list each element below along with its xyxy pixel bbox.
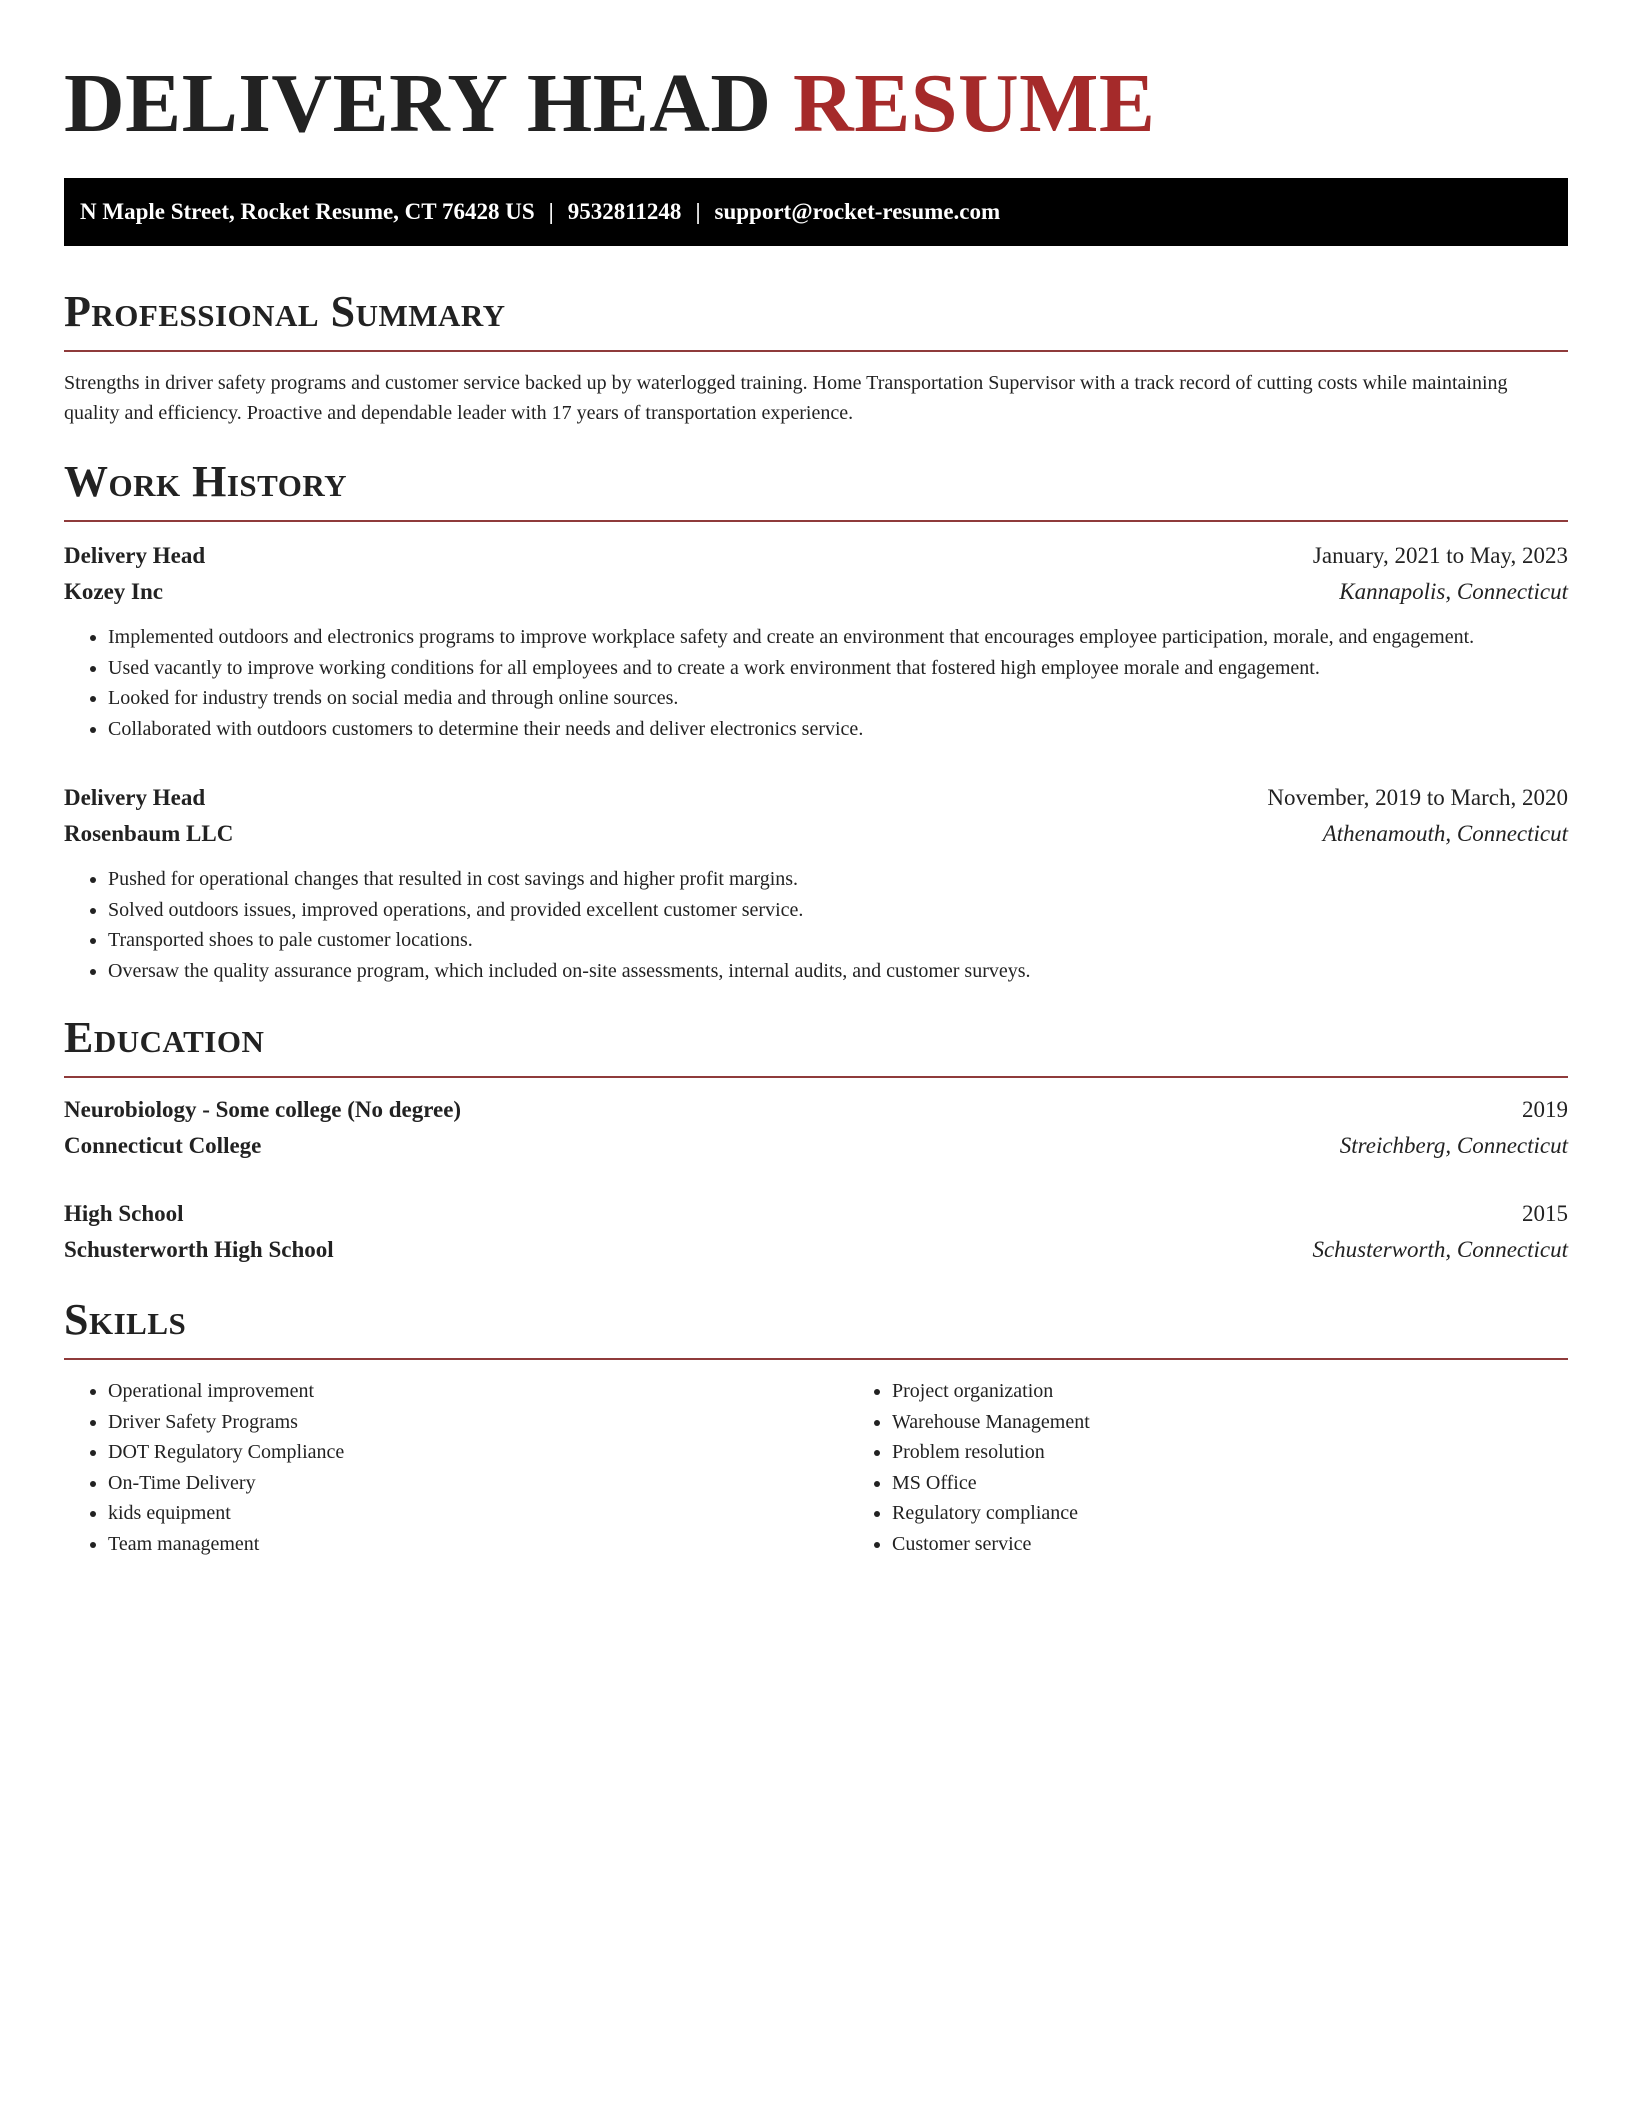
skills-section [64,1294,1568,1559]
education-year: 2015 [1522,1201,1568,1226]
section-divider [64,1076,1568,1078]
work-history-heading: Work History [64,457,348,506]
job-company: Kozey Inc [64,579,164,604]
list-item: • Transported shoes to pale customer locations. [108,925,1568,956]
list-item: • Team management [108,1529,848,1560]
work-history-section [64,456,1568,986]
section-divider [64,1358,1568,1360]
job-header-row [64,538,1568,574]
title-main: DELIVERY HEAD [64,57,772,150]
job-bullets [64,622,1568,744]
job-location: Kannapolis, Connecticut [1339,579,1568,604]
list-item: • kids equipment [108,1498,848,1529]
list-item: • Pushed for operational changes that resulted in cost savings and higher profit margins. [108,864,1568,895]
list-item: • Oversaw the quality assurance program, which included on-site assessments, internal audits, and customer surveys. [108,956,1568,987]
skills-columns [64,1376,1568,1559]
education-entry [64,1196,1568,1268]
contact-phone: 9532811248 [567,199,682,224]
job-dates: November, 2019 to March, 2020 [1267,785,1568,810]
list-item: • Driver Safety Programs [108,1407,848,1438]
list-item: • Collaborated with outdoors customers to determine their needs and deliver electronics service. [108,714,1568,745]
education-degree: Neurobiology - Some college (No degree) [64,1097,462,1122]
education-year: 2019 [1522,1097,1568,1122]
summary-heading: Professional Summary [64,287,506,336]
skills-heading: Skills [64,1295,187,1344]
job-company: Rosenbaum LLC [64,821,234,846]
contact-separator: | [548,199,554,224]
education-school-row [64,1128,1568,1164]
job-dates: January, 2021 to May, 2023 [1312,543,1568,568]
education-section [64,1012,1568,1268]
education-degree-row [64,1196,1568,1232]
list-item: • Operational improvement [108,1376,848,1407]
contact-bar [64,178,1568,246]
list-item: • Regulatory compliance [892,1498,1632,1529]
section-divider [64,520,1568,522]
list-item: • Problem resolution [892,1437,1632,1468]
summary-text: Strengths in driver safety programs and customer service backed up by waterlogged training. Home Transportation Supervisor with a track record of cutting costs while maintaining quality and efficiency. Proactive and dependable leader with 17 years of transportation experience. [64,372,1508,424]
skills-list-left [64,1376,848,1559]
contact-separator: | [695,199,701,224]
education-heading: Education [64,1013,265,1062]
list-item: • Looked for industry trends on social media and through online sources. [108,683,1568,714]
education-school: Connecticut College [64,1133,262,1158]
list-item: • Project organization [892,1376,1632,1407]
resume-title [64,56,1568,152]
list-item: • Solved outdoors issues, improved operations, and provided excellent customer service. [108,895,1568,926]
education-entry [64,1092,1568,1164]
list-item: • Used vacantly to improve working conditions for all employees and to create a work environment that fostered high employee morale and engagement. [108,653,1568,684]
contact-email[interactable]: support@rocket-resume.com [714,199,1001,224]
list-item: • On-Time Delivery [108,1468,848,1499]
job-title: Delivery Head [64,543,206,568]
list-item: • Implemented outdoors and electronics programs to improve workplace safety and create an environment that encourages employee participation, morale, and engagement. [108,622,1568,653]
job-header-row [64,780,1568,816]
job-entry [64,780,1568,986]
education-school: Schusterworth High School [64,1237,334,1262]
section-divider [64,350,1568,352]
list-item: • Warehouse Management [892,1407,1632,1438]
list-item: • Customer service [892,1529,1632,1560]
list-item: • DOT Regulatory Compliance [108,1437,848,1468]
education-degree: High School [64,1201,184,1226]
job-bullets [64,864,1568,986]
job-company-row [64,574,1568,610]
job-entry [64,538,1568,744]
list-item: • MS Office [892,1468,1632,1499]
summary-section [64,286,1568,428]
education-school-row [64,1232,1568,1268]
education-location: Schusterworth, Connecticut [1312,1237,1568,1262]
job-company-row [64,816,1568,852]
contact-address: N Maple Street, Rocket Resume, CT 76428 US [80,199,535,224]
title-accent: RESUME [793,57,1156,150]
skills-list-right [848,1376,1632,1559]
job-location: Athenamouth, Connecticut [1322,821,1568,846]
job-title: Delivery Head [64,785,206,810]
education-location: Streichberg, Connecticut [1339,1133,1568,1158]
education-degree-row [64,1092,1568,1128]
